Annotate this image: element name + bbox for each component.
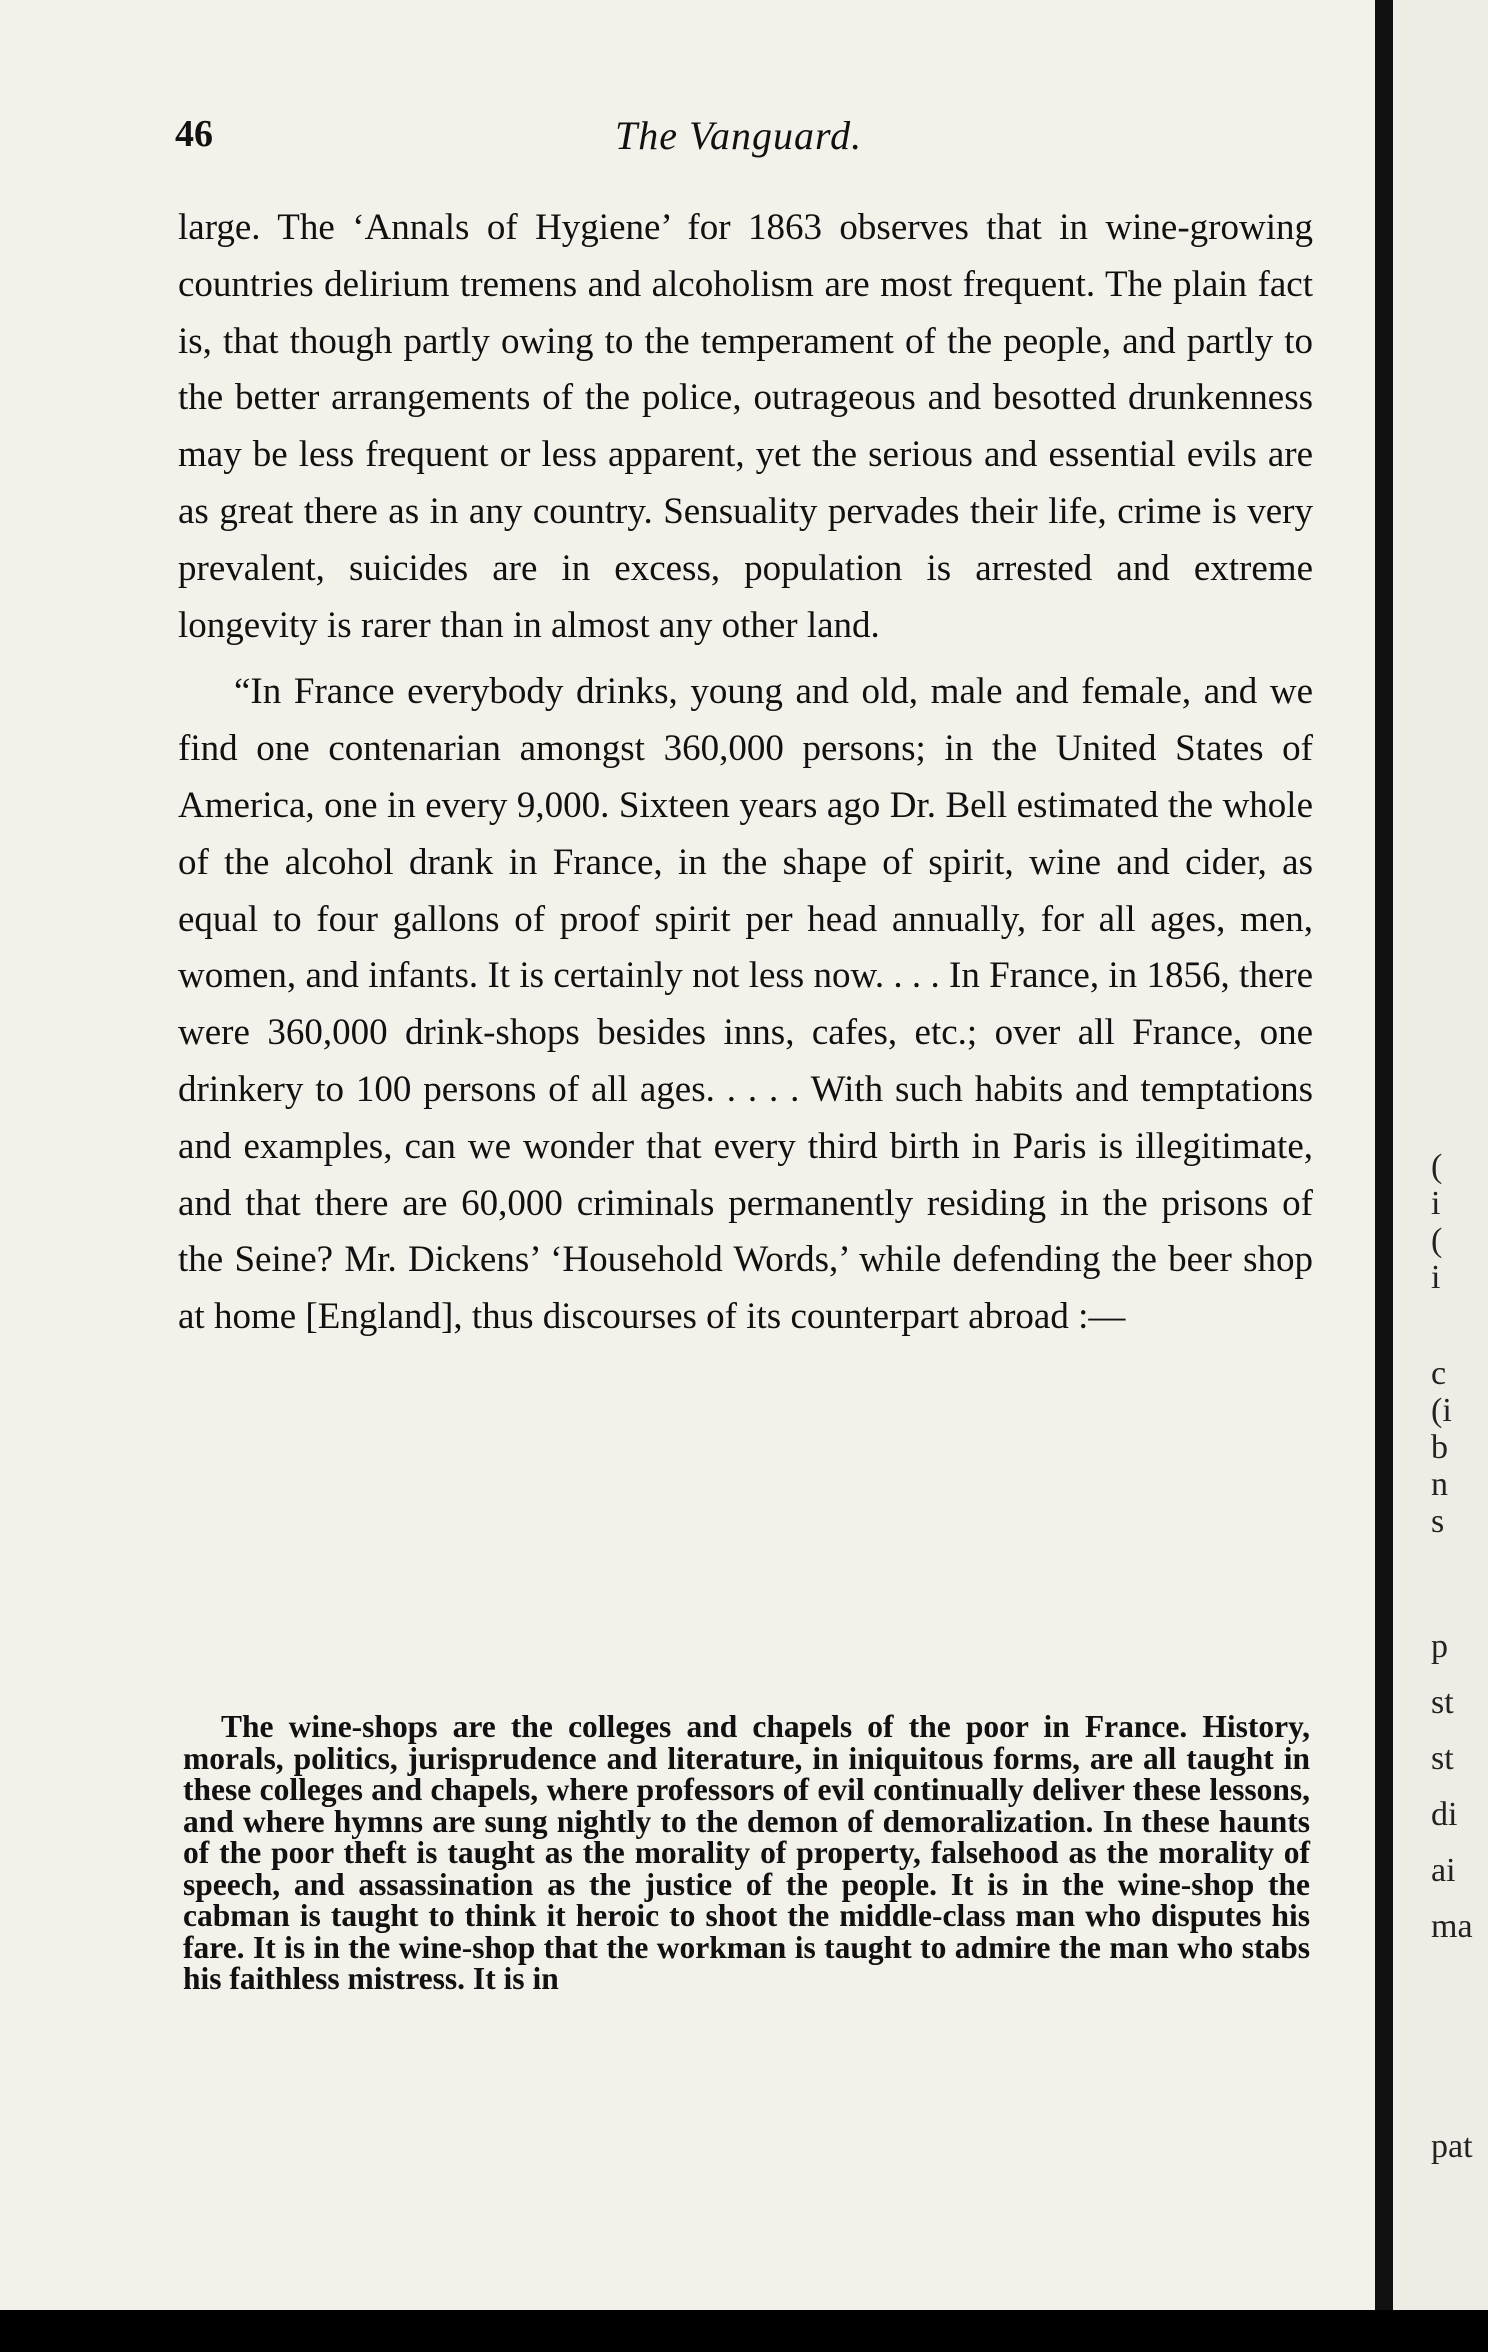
facing-page-fragment: s (1431, 1503, 1445, 1540)
facing-page-fragment: ma (1431, 1908, 1473, 1945)
facing-page-fragment: st (1431, 1684, 1454, 1721)
facing-page-fragment: ( (1431, 1148, 1443, 1185)
facing-page-fragment: b (1431, 1429, 1448, 1466)
body-text (178, 200, 1313, 1346)
facing-page-fragment: n (1431, 1466, 1448, 1503)
facing-page-fragment: pat (1431, 2128, 1473, 2165)
running-title: The Vanguard. (615, 113, 863, 158)
page-header (175, 112, 1315, 172)
facing-page-fragment: (i (1431, 1392, 1452, 1429)
scan-border (0, 2310, 1488, 2352)
quotation-text: The wine-shops are the colleges and chapels of the poor in France. History, morals, politics, jurisprudence and literature, in iniquitous forms, are all taught in these colleges and chapels, where professors of evil continually deliver these lessons, and where hymns are sung nightly to the demon of demoralization. In these haunts of the poor theft is taught as the morality of property, falsehood as the morality of speech, and assassination as the justice of the people. It is in the wine-shop the cabman is taught to think it heroic to shoot the middle-class man who disputes his fare. It is in the wine-shop that the workman is taught to admire the man who stabs his faithless mistress. It is in (183, 1709, 1310, 1996)
page-number: 46 (175, 113, 213, 155)
paragraph-2: “In France everybody drinks, young and old, male and female, and we find one contenarian amongst 360,000 persons; in the United States of America, one in every 9,000. Sixteen years ago Dr. Bell estimated the whole of the alcohol drank in France, in the shape of spirit, wine and cider, as equal to four gallons of proof spirit per head annually, for all ages, men, women, and infants. It is certainly not less now. . . . In France, in 1856, there were 360,000 drink-shops besides inns, cafes, etc.; over all France, one drinkery to 100 persons of all ages. . . . . With such habits and temptations and examples, can we wonder that every third birth in Paris is illegitimate, and that there are 60,000 criminals permanently residing in the prisons of the Seine? Mr. Dickens’ ‘Household Words,’ while defending the beer shop at home [England], thus discourses of its counterpart abroad :— (178, 671, 1313, 1338)
facing-page-fragment: p (1431, 1628, 1448, 1665)
facing-page-fragment: ai (1431, 1852, 1456, 1889)
facing-page-fragment: i (1431, 1259, 1441, 1296)
facing-page-fragment: i (1431, 1185, 1441, 1222)
facing-page-fragment: c (1431, 1355, 1447, 1392)
paragraph-1: large. The ‘Annals of Hygiene’ for 1863 observes that in wine-growing countries delirium tremens and alcoholism are most frequent. The plain fact is, that though partly owing to the temperament of the people, and partly to the better arrangements of the police, outrageous and besotted drunkenness may be less frequent or less apparent, yet the serious and essential evils are as great there as in any country. Sensuality pervades their life, crime is very prevalent, suicides are in excess, population is arrested and extreme longevity is rarer than in almost any other land. (178, 207, 1313, 646)
facing-page-fragment: st (1431, 1740, 1454, 1777)
block-quotation (183, 1711, 1310, 1995)
facing-page-fragment: di (1431, 1796, 1458, 1833)
facing-page-edge (1393, 0, 1488, 2310)
book-gutter (1375, 0, 1393, 2310)
facing-page-fragment: ( (1431, 1222, 1443, 1259)
